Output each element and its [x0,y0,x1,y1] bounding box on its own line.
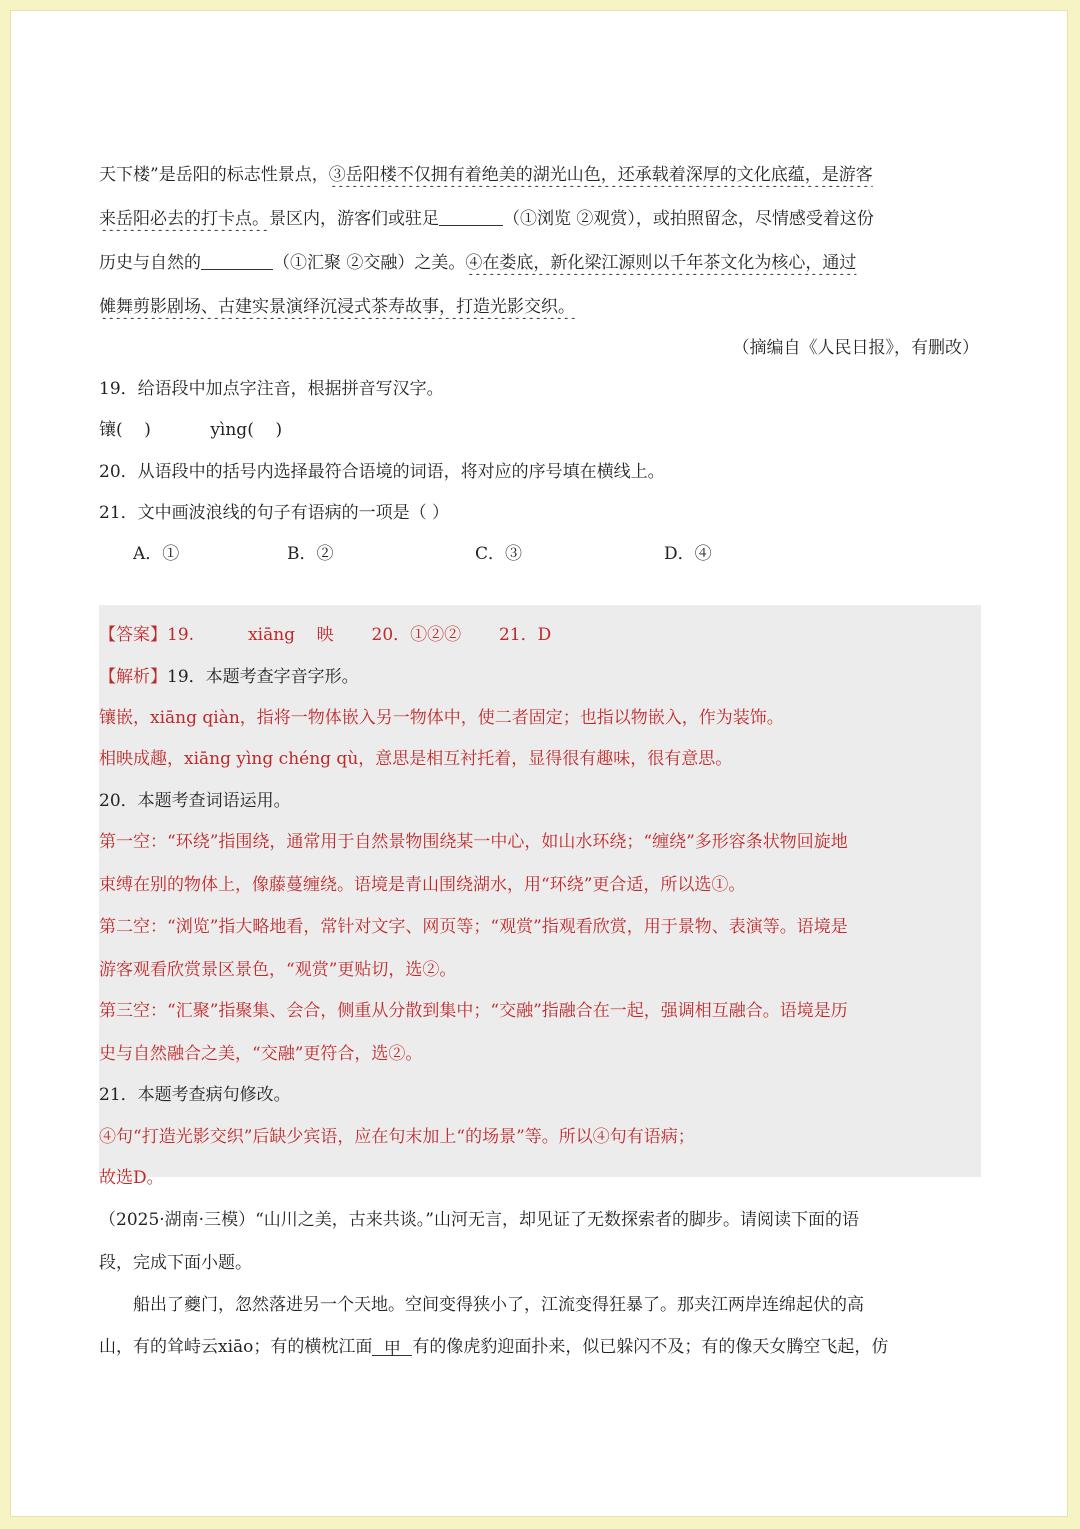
explanation-text: 第三空：“汇聚”指聚集、会合，侧重从分散到集中；“交融”指融合在一起，强调相互融合。语境是历 [99,1001,848,1021]
blank-1[interactable] [439,207,503,226]
explanation-text: 相映成趣，xiāng yìng chéng qù，意思是相互衬托着，显得很有趣味，很有意思。 [99,749,733,769]
explanation-label: 【解析】 [99,667,167,687]
option-d[interactable]: D．④ [664,544,712,564]
passage-line-3: 历史与自然的 （①汇聚 ②交融）之美。④在娄底，新化梁江源则以千年茶文化为核心，通过 [99,253,857,273]
document-page [10,10,1068,1517]
next-intro-line-1: （2025·湖南·三模）“山川之美，古来共谈。”山河无言，却见证了无数探索者的脚步。请阅读下面的语 [99,1210,859,1230]
wavy-sentence-3: ③岳阳楼不仅拥有着绝美的湖光山色，还承载着深厚的文化底蕴，是游客 [328,165,873,185]
passage-line-4 [99,295,979,319]
explanation-intro: 19．本题考查字音字形。 [167,667,359,687]
source-citation: （摘编自《人民日报》，有删改） [732,338,979,358]
wavy-sentence-4-cont: 傩舞剪影剧场、古建实景演绎沉浸式茶寿故事，打造光影交织。 [99,297,575,317]
question-19: 19．给语段中加点字注音，根据拼音写汉字。 [99,379,444,399]
explanation-heading: 20．本题考查词语运用。 [99,791,291,811]
explanation-text: 游客观看欣赏景区景色，“观赏”更贴切，选②。 [99,960,457,980]
question-19-items: 镶( ) yìng( ) [99,420,283,440]
question-21: 21．文中画波浪线的句子有语病的一项是（ ） [99,503,450,523]
next-passage-line-2: 山，有的耸峙云xiāo；有的横枕江面 甲 有的像虎豹迎面扑来，似已躲闪不及；有的像天女腾空飞起，仿 [99,1337,889,1359]
next-intro-line-2: 段，完成下面小题。 [99,1253,252,1273]
explanation-text: 第二空：“浏览”指大略地看，常针对文字、网页等；“观赏”指观看欣赏，用于景物、表演等。语境是 [99,917,848,937]
option-b[interactable]: B．② [287,544,334,564]
explanation-line [99,665,979,689]
blank-2[interactable] [201,251,273,270]
explanation-text: 故选D。 [99,1168,164,1188]
explanation-heading: 21．本题考查病句修改。 [99,1085,291,1105]
answer-line [99,623,979,647]
explanation-text: 史与自然融合之美，“交融”更符合，选②。 [99,1044,423,1064]
explanation-text: 束缚在别的物体上，像藤蔓缠绕。语境是青山围绕湖水，用“环绕”更合适，所以选①。 [99,875,746,895]
next-passage-line-1: 船出了夔门，忽然落进另一个天地。空间变得狭小了，江流变得狂暴了。那夹江两岸连绵起伏的高 [99,1295,864,1315]
passage-line-2: 来岳阳必去的打卡点。景区内，游客们或驻足 （①浏览 ②观赏），或拍照留念，尽情感受着这份 [99,209,874,229]
passage-line-1: 天下楼”是岳阳的标志性景点，③岳阳楼不仅拥有着绝美的湖光山色，还承载着深厚的文化底蕴，是游客 [99,165,873,185]
answer-text: 19. xiāng 映 20．①②② 21．D [167,625,552,645]
explanation-text: 镶嵌，xiāng qiàn，指将一物体嵌入另一物体中，使二者固定；也指以物嵌入，作为装饰。 [99,708,784,728]
blank-jia[interactable]: 甲 [372,1337,412,1356]
answer-label: 【答案】 [99,625,167,645]
wavy-sentence-4: ④在娄底，新化梁江源则以千年茶文化为核心，通过 [465,253,857,273]
option-c[interactable]: C．③ [475,544,523,564]
wavy-sentence-3-cont: 来岳阳必去的打卡点。 [99,209,269,229]
explanation-text: ④句“打造光影交织”后缺少宾语，应在句末加上“的场景”等。所以④句有语病； [99,1127,695,1147]
option-a[interactable]: A．① [133,544,180,564]
question-20: 20．从语段中的括号内选择最符合语境的词语，将对应的序号填在横线上。 [99,462,665,482]
explanation-text: 第一空：“环绕”指围绕，通常用于自然景物围绕某一中心，如山水环绕；“缠绕”多形容条状物回旋地 [99,832,848,852]
